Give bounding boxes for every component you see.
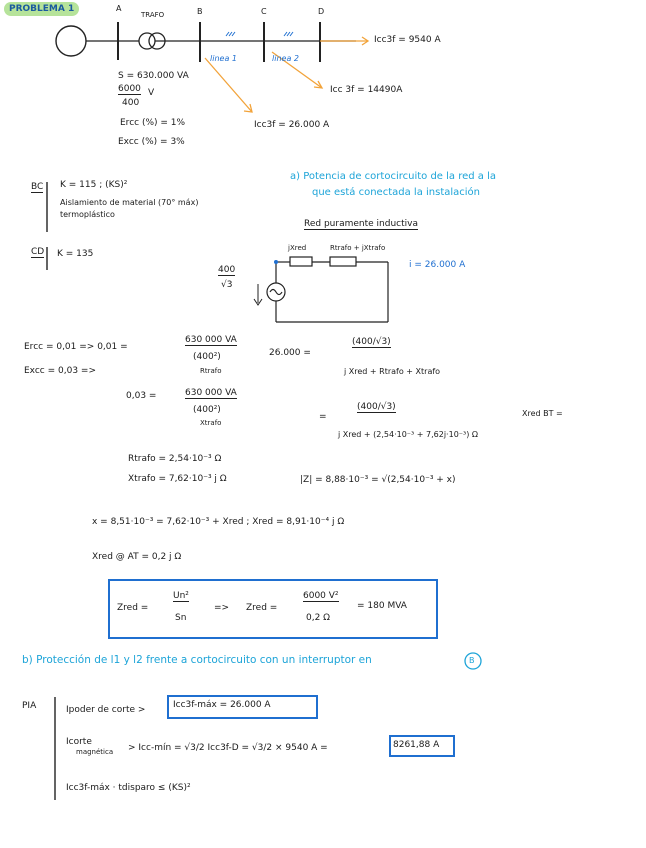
pia-row2-mid: > Icc-mín = √3/2 Icc3f-D = √3/2 × 9540 A = bbox=[128, 743, 328, 753]
circuit-jxred-label: jXred bbox=[288, 244, 307, 252]
excc-frac-den-top: (400²) bbox=[193, 405, 221, 415]
circuit-trafo-label: Rtrafo + jXtrafo bbox=[330, 244, 386, 252]
pia-row3: Icc3f-máx · tdisparo ≤ (KS)² bbox=[66, 783, 191, 793]
eq2-denominator: j Xred + (2,54·10⁻³ + 7,62j·10⁻³) Ω bbox=[338, 430, 478, 439]
result-value: = 180 MVA bbox=[357, 601, 407, 611]
circuit-node bbox=[274, 260, 278, 264]
linea2-label: linea 2 bbox=[272, 54, 299, 63]
pia-row2-box-text: 8261,88 A bbox=[393, 740, 440, 750]
equivalent-circuit bbox=[267, 257, 388, 322]
linea1-marks bbox=[226, 32, 235, 36]
generator-symbol bbox=[56, 26, 86, 56]
cable-bc-label: BC bbox=[31, 182, 44, 192]
part-a-title-1: a) Potencia de cortocircuito de la red a la bbox=[290, 171, 496, 182]
eq1-denominator: j Xred + Rtrafo + Xtrafo bbox=[344, 367, 441, 376]
pia-row2-lhs-top: Icorte bbox=[66, 737, 92, 747]
z-magnitude-line: |Z| = 8,88·10⁻³ = √(2,54·10⁻³ + x) bbox=[300, 475, 456, 485]
trafo-excc: Excc (%) = 3% bbox=[118, 137, 185, 147]
bus-b-label: B bbox=[197, 7, 203, 16]
cable-bc-insulation: Aislamiento de material (70° máx) bbox=[60, 198, 199, 207]
result-frac1-den: Sn bbox=[175, 613, 187, 623]
trafo-power: S = 630.000 VA bbox=[118, 71, 189, 81]
part-a-title-2: que está conectada la instalación bbox=[312, 187, 481, 198]
excc-line: Excc = 0,03 => bbox=[24, 366, 96, 376]
excc-frac-num: 630 000 VA bbox=[185, 388, 237, 398]
excc-eq: 0,03 = bbox=[126, 391, 157, 401]
bus-a-label: A bbox=[116, 4, 122, 13]
result-lhs: Zred = bbox=[117, 603, 149, 613]
problem-title-badge: PROBLEMA 1 bbox=[4, 2, 79, 16]
eq2-tail: Xred BT = bbox=[522, 409, 563, 418]
linea2-marks bbox=[284, 32, 293, 36]
pia-row1-box-text: Icc3f-máx = 26.000 A bbox=[173, 700, 271, 710]
icc-d-value: Icc3f = 9540 A bbox=[374, 35, 441, 45]
result-arrow: => bbox=[214, 603, 230, 613]
eq2-numerator: (400/√3) bbox=[357, 402, 396, 412]
bus-d-label: D bbox=[318, 7, 325, 16]
result-frac1-num: Un² bbox=[173, 591, 189, 601]
ercc-frac-den-top: (400²) bbox=[193, 352, 221, 362]
cable-cd-k: K = 135 bbox=[57, 249, 94, 259]
xred-at-line: Xred @ AT = 0,2 j Ω bbox=[92, 552, 182, 562]
trafo-label: TRAFO bbox=[141, 11, 165, 19]
voltage-arrow bbox=[254, 284, 262, 305]
pia-row2-lhs-bot: magnética bbox=[76, 748, 114, 756]
pia-row1-lhs: Ipoder de corte > bbox=[66, 705, 146, 715]
icc-c-value: Icc 3f = 14490A bbox=[330, 85, 403, 95]
rtrafo-value: Rtrafo = 2,54·10⁻³ Ω bbox=[128, 454, 222, 464]
circled-b-letter: B bbox=[469, 656, 475, 665]
cable-cd-label: CD bbox=[31, 247, 45, 257]
trafo-voltage-num: 6000 bbox=[118, 84, 141, 94]
ercc-frac-num: 630 000 VA bbox=[185, 335, 237, 345]
trafo-voltage-den: 400 bbox=[122, 98, 140, 108]
pia-label: PIA bbox=[22, 701, 37, 711]
part-a-subtitle: Red puramente inductiva bbox=[304, 219, 418, 229]
icc-b-value: Icc3f = 26.000 A bbox=[254, 120, 330, 130]
trafo-coil-1 bbox=[139, 33, 155, 49]
source-voltage-num: 400 bbox=[218, 265, 236, 275]
eq2-equals: = bbox=[319, 412, 327, 422]
bus-c-label: C bbox=[261, 7, 267, 16]
part-b-title: b) Protección de l1 y l2 frente a cortocircuito con un interruptor en bbox=[22, 654, 372, 666]
trafo-voltage-unit: V bbox=[148, 88, 155, 98]
result-frac2-num: 6000 V² bbox=[303, 591, 339, 601]
circuit-current: i = 26.000 A bbox=[409, 260, 466, 270]
linea1-label: linea 1 bbox=[210, 54, 237, 63]
result-frac2-den: 0,2 Ω bbox=[306, 613, 331, 623]
ercc-frac-den-bot: Rtrafo bbox=[200, 367, 222, 375]
xtrafo-value: Xtrafo = 7,62·10⁻³ j Ω bbox=[128, 474, 227, 484]
x-solve-line: x = 8,51·10⁻³ = 7,62·10⁻³ + Xred ; Xred = 8,91·10⁻⁴ j Ω bbox=[92, 517, 345, 527]
eq1-lhs: 26.000 = bbox=[269, 348, 311, 358]
source-voltage-den: √3 bbox=[221, 280, 233, 290]
cable-bc-k: K = 115 ; (KS)² bbox=[60, 180, 128, 190]
eq1-numerator: (400/√3) bbox=[352, 337, 391, 347]
ercc-line: Ercc = 0,01 => 0,01 = bbox=[24, 342, 128, 352]
trafo-ercc: Ercc (%) = 1% bbox=[120, 118, 186, 128]
arrow-b bbox=[205, 58, 252, 112]
cable-bc-material: termoplástico bbox=[60, 210, 115, 219]
excc-frac-den-bot: Xtrafo bbox=[200, 419, 222, 427]
result-mid: Zred = bbox=[246, 603, 278, 613]
